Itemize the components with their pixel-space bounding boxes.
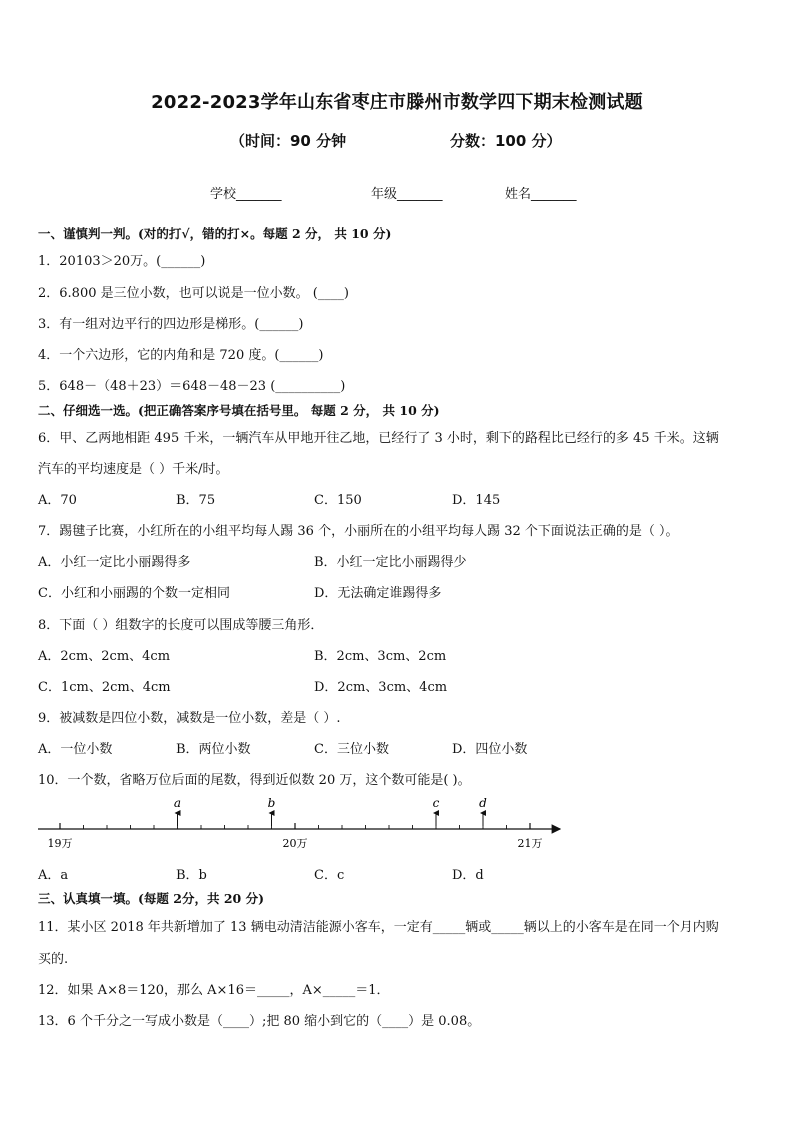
q8-option-d: D．2cm、3cm、4cm bbox=[314, 680, 448, 695]
q7-option-c: C．小红和小丽踢的个数一定相同 bbox=[38, 586, 230, 601]
question-5: 5．648－（48＋23）＝648－48－23 (__________) bbox=[38, 379, 346, 394]
q10-option-c: C．c bbox=[314, 868, 345, 883]
question-7: 7．踢毽子比赛，小红所在的小组平均每人踢 36 个，小丽所在的小组平均每人踢 32 个下面说法正确的是（ ）。 bbox=[38, 524, 679, 539]
question-11-line-1: 11．某小区 2018 年共新增加了 13 辆电动清洁能源小客车，一定有_____辆或_____辆以上的小客车是在同一个月内购 bbox=[38, 920, 719, 935]
question-6-line-2: 汽车的平均速度是（ ）千米/时。 bbox=[38, 462, 229, 477]
question-10: 10．一个数，省略万位后面的尾数，得到近似数 20 万，这个数可能是( )。 bbox=[38, 773, 471, 788]
point-label-d: d bbox=[479, 796, 487, 810]
point-label-b: b bbox=[267, 796, 276, 810]
school-field: 学校_______ bbox=[210, 187, 282, 202]
exam-title: 2022-2023学年山东省枣庄市滕州市数学四下期末检测试题 bbox=[151, 92, 643, 113]
number-line-figure bbox=[36, 795, 566, 855]
question-3: 3．有一组对边平行的四边形是梯形。(______) bbox=[38, 317, 304, 332]
grade-field: 年级_______ bbox=[371, 187, 443, 202]
question-9: 9．被减数是四位小数，减数是一位小数，差是（ ）. bbox=[38, 711, 341, 726]
section-2-heading: 二、仔细选一选。(把正确答案序号填在括号里。 每题 2 分， 共 10 分) bbox=[38, 403, 440, 418]
q9-option-c: C．三位小数 bbox=[314, 742, 389, 757]
point-label-c: c bbox=[432, 796, 440, 810]
q7-option-d: D．无法确定谁踢得多 bbox=[314, 586, 442, 601]
question-8: 8．下面（ ）组数字的长度可以围成等腰三角形． bbox=[38, 618, 324, 633]
q10-option-d: D．d bbox=[452, 868, 484, 883]
tick-label: 21万 bbox=[517, 837, 543, 850]
q6-option-b: B．75 bbox=[176, 493, 216, 508]
question-2: 2．6.800 是三位小数，也可以说是一位小数。 (____) bbox=[38, 286, 349, 301]
exam-score: 分数：100 分） bbox=[450, 132, 562, 150]
q9-option-b: B．两位小数 bbox=[176, 742, 251, 757]
q7-option-a: A．小红一定比小丽踢得多 bbox=[38, 555, 191, 570]
q10-option-a: A．a bbox=[38, 868, 69, 883]
question-1: 1．20103＞20万。(______) bbox=[38, 254, 206, 269]
tick-label: 20万 bbox=[282, 837, 308, 850]
q6-option-c: C．150 bbox=[314, 493, 362, 508]
q9-option-d: D．四位小数 bbox=[452, 742, 528, 757]
question-11-line-2: 买的. bbox=[38, 952, 69, 967]
q8-option-a: A．2cm、2cm、4cm bbox=[38, 649, 171, 664]
tick-label: 19万 bbox=[47, 837, 73, 850]
q6-option-d: D．145 bbox=[452, 493, 501, 508]
question-6-line-1: 6．甲、乙两地相距 495 千米，一辆汽车从甲地开往乙地，已经行了 3 小时，剩下的路程比已经行的多 45 千米。这辆 bbox=[38, 431, 719, 446]
q9-option-a: A．一位小数 bbox=[38, 742, 113, 757]
number-line-ticks bbox=[48, 823, 543, 850]
question-13: 13．6 个千分之一写成小数是（____）;把 80 缩小到它的（____）是 0.08。 bbox=[38, 1014, 481, 1029]
q8-option-b: B．2cm、3cm、2cm bbox=[314, 649, 447, 664]
exam-time: （时间：90 分钟 bbox=[230, 132, 347, 150]
q7-option-b: B．小红一定比小丽踢得少 bbox=[314, 555, 467, 570]
number-line-points bbox=[174, 796, 487, 826]
name-field: 姓名_______ bbox=[505, 187, 577, 202]
q10-option-b: B．b bbox=[176, 868, 207, 883]
question-12: 12．如果 A×8＝120，那么 A×16＝_____，A×_____＝1． bbox=[38, 983, 390, 998]
point-label-a: a bbox=[173, 796, 182, 810]
q6-option-a: A．70 bbox=[38, 493, 77, 508]
section-3-heading: 三、认真填一填。(每题 2分，共 20 分) bbox=[38, 891, 264, 906]
section-1-heading: 一、谨慎判一判。(对的打√，错的打×。每题 2 分， 共 10 分) bbox=[38, 226, 392, 241]
question-4: 4．一个六边形，它的内角和是 720 度。(______) bbox=[38, 348, 324, 363]
q8-option-c: C．1cm、2cm、4cm bbox=[38, 680, 171, 695]
